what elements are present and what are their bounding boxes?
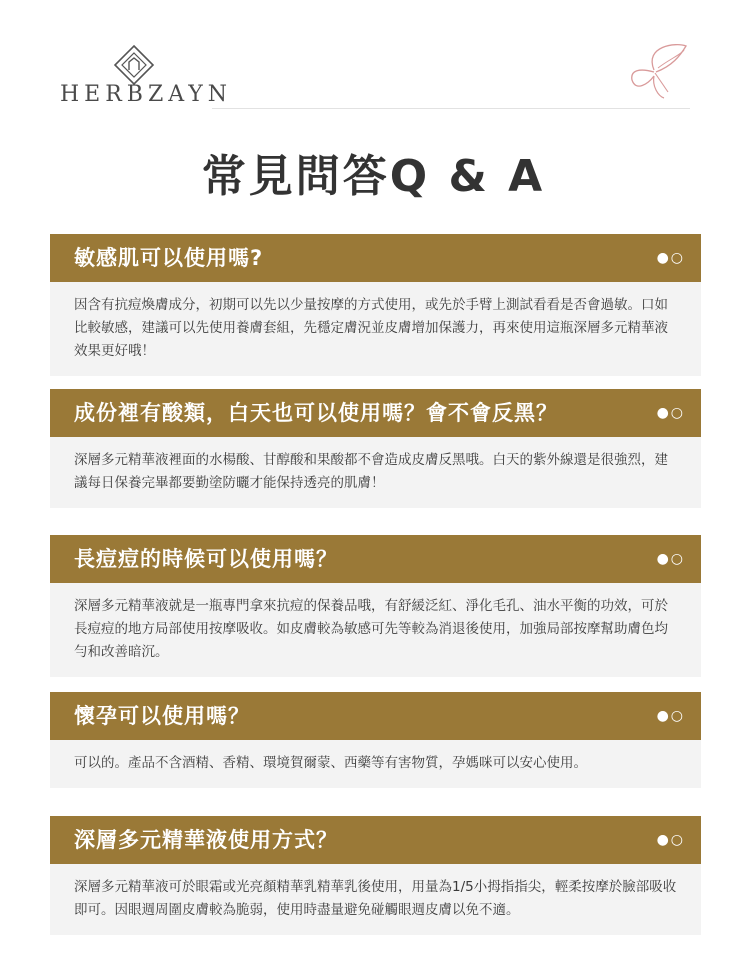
- question-bar[interactable]: [50, 535, 701, 583]
- question-bar[interactable]: [50, 692, 701, 740]
- faq-item: [50, 234, 701, 376]
- pagination-dots-icon: ●○: [656, 405, 685, 421]
- faq-item: [50, 389, 701, 508]
- answer-text: 深層多元精華液裡面的水楊酸、甘醇酸和果酸都不會造成皮膚反黑哦。白天的紫外線還是很強烈，建議每日保養完畢都要勤塗防曬才能保持透亮的肌膚！: [50, 437, 701, 508]
- question-text: 懷孕可以使用嗎？: [74, 704, 250, 728]
- pagination-dots-icon: ●○: [656, 708, 685, 724]
- header-divider: [212, 108, 690, 109]
- question-bar[interactable]: [50, 389, 701, 437]
- question-text: 深層多元精華液使用方式？: [74, 828, 338, 852]
- pagination-dots-icon: ●○: [656, 832, 685, 848]
- answer-text: 深層多元精華液就是一瓶專門拿來抗痘的保養品哦，有舒緩泛紅、淨化毛孔、油水平衡的功效，可於長痘痘的地方局部使用按摩吸收。如皮膚較為敏感可先等較為消退後使用，加強局部按摩幫助膚色均勻和改善暗沉。: [50, 583, 701, 677]
- faq-item: [50, 816, 701, 935]
- header: [0, 0, 747, 112]
- answer-text: 可以的。產品不含酒精、香精、環境賀爾蒙、西藥等有害物質，孕媽咪可以安心使用。: [50, 740, 701, 788]
- faq-item: [50, 692, 701, 788]
- question-text: 長痘痘的時候可以使用嗎？: [74, 547, 338, 571]
- brand-name: HERBZAYN: [60, 82, 233, 107]
- answer-text: 因含有抗痘煥膚成分，初期可以先以少量按摩的方式使用，或先於手臂上測試看看是否會過敏。口如比較敏感，建議可以先使用養膚套組，先穩定膚況並皮膚增加保護力，再來使用這瓶深層多元精華液效果更好哦！: [50, 282, 701, 376]
- answer-text: 深層多元精華液可於眼霜或光亮顏精華乳精華乳後使用，用量為1/5小拇指指尖，輕柔按摩於臉部吸收即可。因眼週周圍皮膚較為脆弱，使用時盡量避免碰觸眼週皮膚以免不適。: [50, 864, 701, 935]
- question-bar[interactable]: [50, 234, 701, 282]
- pagination-dots-icon: ●○: [656, 551, 685, 567]
- house-diamond-logo-icon: [113, 44, 155, 86]
- pagination-dots-icon: ●○: [656, 250, 685, 266]
- question-bar[interactable]: [50, 816, 701, 864]
- question-text: 成份裡有酸類，白天也可以使用嗎？會不會反黑？: [74, 401, 558, 425]
- butterfly-icon: [624, 40, 690, 102]
- question-text: 敏感肌可以使用嗎?: [74, 246, 264, 270]
- page-title: 常見問答Q & A: [201, 151, 546, 202]
- faq-item: [50, 535, 701, 677]
